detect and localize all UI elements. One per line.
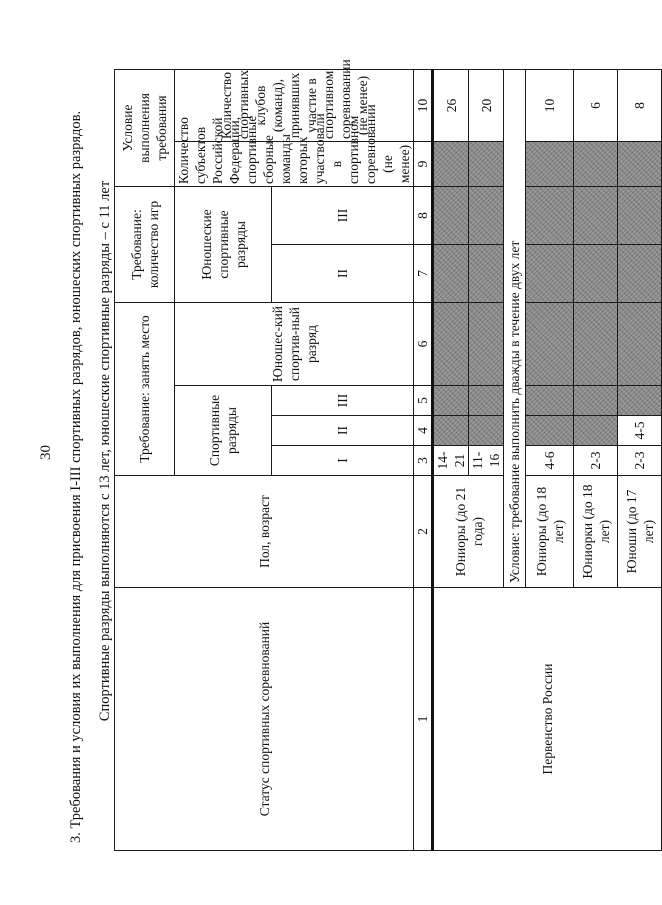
shaded-cell xyxy=(469,245,504,303)
clubs-cell: 8 xyxy=(618,69,662,141)
clubs-cell: 6 xyxy=(574,69,618,141)
clubs-cell: 20 xyxy=(469,69,504,141)
shaded-cell xyxy=(526,416,574,446)
shaded-cell xyxy=(618,245,662,303)
table-row-juniors-21-a xyxy=(433,69,469,850)
value-cell: 2-3 xyxy=(618,446,662,476)
gender-age-cell: Юниоры (до 18 лет) xyxy=(526,476,574,588)
column-number-row xyxy=(414,69,433,850)
shaded-cell xyxy=(433,245,469,303)
header-youth-3: III xyxy=(272,187,414,245)
shaded-cell xyxy=(526,386,574,416)
shaded-cell xyxy=(526,245,574,303)
col-number: 7 xyxy=(414,245,433,303)
page-number: 30 xyxy=(38,445,54,460)
shaded-cell xyxy=(574,245,618,303)
header-condition: Условие выполнения требования xyxy=(115,69,175,186)
header-clubs: Количество спортивных клубов (команд), принявших участие в спортивном соревновании (не менее) xyxy=(175,69,414,141)
col-number: 3 xyxy=(414,446,433,476)
gender-age-cell: Юниорки (до 18 лет) xyxy=(574,476,618,588)
clubs-cell: 26 xyxy=(433,69,469,141)
gender-age-cell: Юноши (до 17 лет) xyxy=(618,476,662,588)
shaded-cell xyxy=(433,303,469,386)
gender-age-cell: Юниоры (до 21 года) xyxy=(433,476,504,588)
competition-status: Первенство России xyxy=(433,588,662,851)
col-number: 4 xyxy=(414,416,433,446)
shaded-cell xyxy=(433,187,469,245)
shaded-cell xyxy=(574,416,618,446)
header-sport-ranks: Спортивные разряды xyxy=(175,386,272,476)
col-number: 10 xyxy=(414,69,433,141)
header-status: Статус спортивных соревнований xyxy=(115,588,414,851)
col-number: 9 xyxy=(414,142,433,187)
col-number: 1 xyxy=(414,588,433,851)
section-heading: 3. Требования и условия их выполнения для присвоения I-III спортивных разрядов, юношеских спортивных разрядов. xyxy=(68,110,84,843)
header-rank-1: I xyxy=(272,446,414,476)
clubs-cell: 10 xyxy=(526,69,574,141)
shaded-cell xyxy=(469,142,504,187)
shaded-cell xyxy=(469,303,504,386)
header-rank-3: III xyxy=(272,386,414,416)
shaded-cell xyxy=(618,386,662,416)
value-cell: 4-5 xyxy=(618,416,662,446)
shaded-cell xyxy=(526,303,574,386)
shaded-cell xyxy=(469,187,504,245)
header-youth-2: II xyxy=(272,245,414,303)
col-number: 5 xyxy=(414,386,433,416)
col-number: 2 xyxy=(414,476,433,588)
shaded-cell xyxy=(574,303,618,386)
col-number: 6 xyxy=(414,303,433,386)
header-youth-ranks: Юношеские спортивные разряды xyxy=(175,187,272,303)
value-cell: 11-16 xyxy=(469,446,504,476)
header-gender-age: Пол, возраст xyxy=(115,476,414,588)
shaded-cell xyxy=(469,416,504,446)
header-row-1 xyxy=(115,69,175,850)
header-subjects: Количество субъектов Российской Федерации, спортивные сборные команды которых участвовали в спортивном соревновании (не менее) xyxy=(175,142,414,187)
shaded-cell xyxy=(618,303,662,386)
condition-text: Условие: требование выполнить дважды в течение двух лет xyxy=(504,69,526,587)
requirements-table xyxy=(114,59,662,851)
shaded-cell xyxy=(433,386,469,416)
shaded-cell xyxy=(618,142,662,187)
shaded-cell xyxy=(526,142,574,187)
header-req-games: Требование: количество игр xyxy=(115,187,175,303)
col-number: 8 xyxy=(414,187,433,245)
shaded-cell xyxy=(574,386,618,416)
value-cell: 2-3 xyxy=(574,446,618,476)
header-rank-2: II xyxy=(272,416,414,446)
shaded-cell xyxy=(574,142,618,187)
shaded-cell xyxy=(433,142,469,187)
header-req-place: Требование: занять место xyxy=(115,303,175,476)
shaded-cell xyxy=(469,386,504,416)
shaded-cell xyxy=(526,187,574,245)
value-cell: 4-6 xyxy=(526,446,574,476)
table-caption: Спортивные разряды выполняются с 13 лет, юношеские спортивные разряды – с 11 лет xyxy=(97,180,113,722)
shaded-cell xyxy=(574,187,618,245)
shaded-cell xyxy=(618,187,662,245)
shaded-cell xyxy=(433,416,469,446)
value-cell: 14-21 xyxy=(433,446,469,476)
header-youth-rank: Юношес-кий спортив-ный разряд xyxy=(175,303,414,386)
